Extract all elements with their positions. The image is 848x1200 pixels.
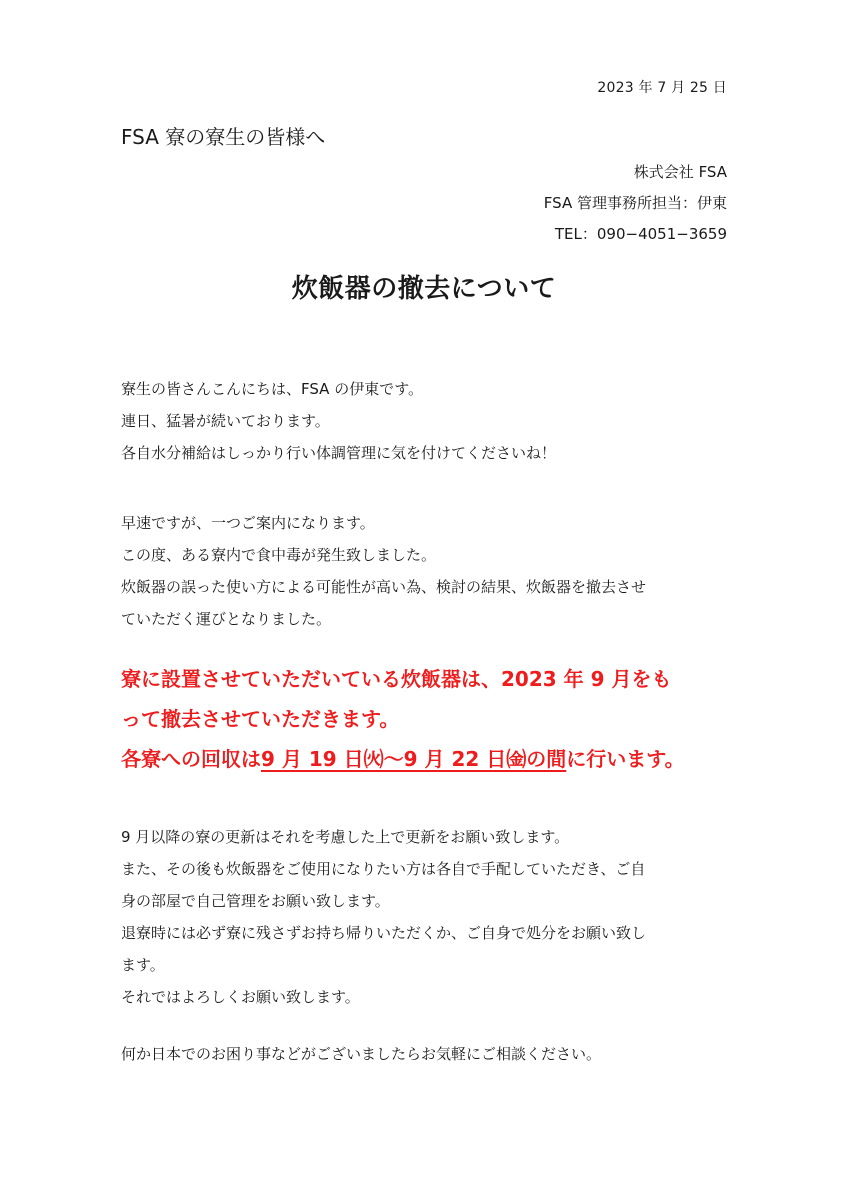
info-paragraph — [121, 507, 733, 635]
detail-line: また、その後も炊飯器をご使用になりたい方は各自で手配していただき、ご自 — [121, 860, 646, 878]
greeting-line: 寮生の皆さんこんにちは、FSA の伊東です。 — [121, 380, 423, 398]
info-line: 炊飯器の誤った使い方による可能性が高い為、検討の結果、炊飯器を撤去させ — [121, 578, 647, 596]
greeting-line: 各自水分補給はしっかり行い体調管理に気を付けてくださいね！ — [121, 444, 557, 462]
info-line: ていただく運びとなりました。 — [121, 610, 332, 628]
notice-line-3-prefix: 各寮への回収は — [121, 747, 261, 771]
greeting-paragraph — [121, 373, 733, 469]
detail-paragraph — [121, 821, 733, 1013]
notice-line-2: って撤去させていただきます。 — [121, 707, 400, 731]
info-line: この度、ある寮内で食中毒が発生致しました。 — [121, 546, 437, 564]
notice-line-3-suffix: に行います。 — [566, 747, 685, 771]
detail-line: それではよろしくお願い致します。 — [121, 988, 360, 1006]
addressee: FSA 寮の寮生の皆様へ — [121, 125, 326, 149]
info-line: 早速ですが、一つご案内になります。 — [121, 514, 375, 532]
collection-period: 9 月 19 日㈫～9 月 22 日㈮の間 — [261, 747, 567, 771]
closing-line: 何か日本でのお困り事などがございましたらお気軽にご相談ください。 — [121, 1045, 602, 1063]
detail-line: 身の部屋で自己管理をお願い致します。 — [121, 892, 390, 910]
sender-company: 株式会社 FSA — [633, 163, 727, 181]
document-date: 2023 年 7 月 25 日 — [597, 80, 727, 96]
detail-line: 9 月以降の寮の更新はそれを考慮した上で更新をお願い致します。 — [121, 828, 570, 846]
sender-block — [544, 157, 727, 250]
notice-line-3 — [121, 739, 733, 779]
sender-contact: FSA 管理事務所担当：伊東 — [543, 194, 727, 212]
detail-line: 退寮時には必ず寮に残さずお持ち帰りいただくか、ご自身で処分をお願い致し — [121, 924, 647, 942]
sender-tel: TEL：090−4051−3659 — [554, 225, 727, 243]
important-notice — [121, 659, 733, 779]
detail-line: ます。 — [121, 956, 165, 974]
closing-paragraph — [121, 1038, 733, 1070]
greeting-line: 連日、猛暑が続いております。 — [121, 412, 330, 430]
page-title: 炊飯器の撤去について — [291, 274, 557, 304]
notice-line-1: 寮に設置させていただいている炊飯器は、2023 年 9 月をも — [121, 667, 672, 691]
